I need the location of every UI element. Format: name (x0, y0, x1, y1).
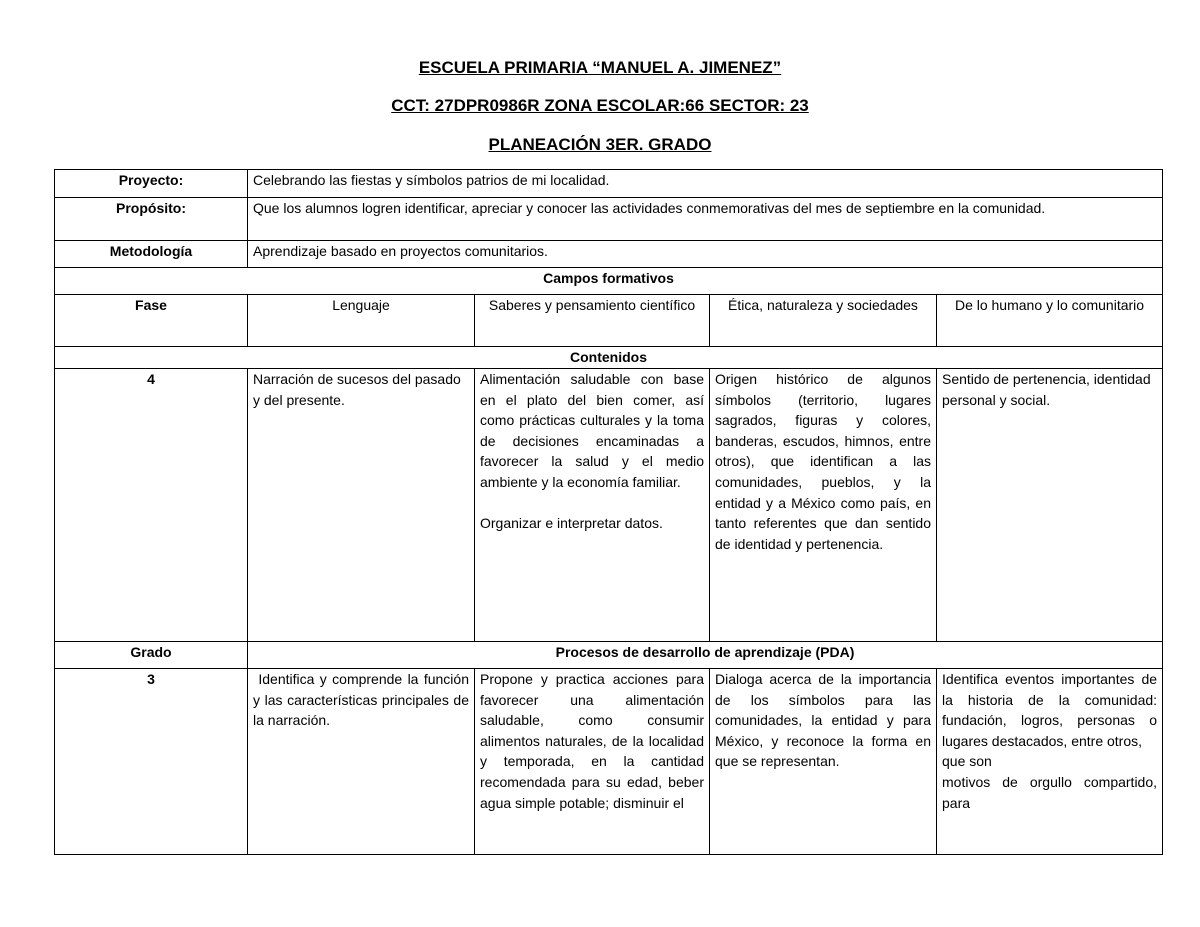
metodologia-row (55, 241, 1163, 268)
campos-formativos-heading: Campos formativos (55, 268, 1163, 295)
contenidos-heading: Contenidos (55, 347, 1163, 369)
pda-lenguaje: Identifica y comprende la función y las características principales de la narración. (248, 669, 475, 855)
lenguaje-header: Lenguaje (248, 295, 475, 347)
proposito-row (55, 198, 1163, 241)
pda-humano-p2: que son (942, 753, 992, 770)
humano-header: De lo humano y lo comunitario (937, 295, 1163, 347)
fase-header: Fase (55, 295, 248, 347)
column-header-row (55, 295, 1163, 347)
pda-heading: Procesos de desarrollo de aprendizaje (PDA) (248, 642, 1163, 669)
pda-humano-p1: Identifica eventos importantes de la historia de la comunidad: fundación, logros, personas o lugares destacados, entre otros, (942, 671, 1158, 749)
grado-number: 3 (55, 669, 248, 855)
fase-number: 4 (55, 369, 248, 642)
campos-row (55, 268, 1163, 295)
saberes-header: Saberes y pensamiento científico (475, 295, 710, 347)
contenido-saberes (475, 369, 710, 642)
contenido-humano: Sentido de pertenencia, identidad personal y social. (937, 369, 1163, 642)
proposito-value: Que los alumnos logren identificar, apreciar y conocer las actividades conmemorativas del mes de septiembre en la comunidad. (248, 198, 1163, 241)
school-cct-line: CCT: 27DPR0986R ZONA ESCOLAR:66 SECTOR: 23 (391, 96, 809, 115)
etica-header: Ética, naturaleza y sociedades (710, 295, 937, 347)
contenidos-heading-row (55, 347, 1163, 369)
pda-saberes: Propone y practica acciones para favorecer una alimentación saludable, como consumir alimentos naturales, de la localidad y temporada, en la cantidad recomendada para su edad, beber agua simple potable; disminuir el (475, 669, 710, 855)
proyecto-row (55, 170, 1163, 198)
contenidos-row (55, 369, 1163, 642)
contenido-saberes-p2: Organizar e interpretar datos. (480, 515, 663, 532)
planning-table (54, 169, 1163, 855)
pda-row (55, 669, 1163, 855)
proyecto-label: Proyecto: (55, 170, 248, 198)
grado-row (55, 642, 1163, 669)
contenido-lenguaje: Narración de sucesos del pasado y del presente. (248, 369, 475, 642)
contenido-saberes-p1: Alimentación saludable con base en el plato del bien comer, así como prácticas culturales y la toma de decisiones encaminadas a favorecer la salud y el medio ambiente y la economía familiar. (480, 371, 704, 490)
school-title: ESCUELA PRIMARIA “MANUEL A. JIMENEZ” (418, 58, 782, 77)
pda-humano (937, 669, 1163, 855)
metodologia-label: Metodología (55, 241, 248, 268)
pda-etica: Dialoga acerca de la importancia de los símbolos para las comunidades, la entidad y para México, y reconoce la forma en que se representan. (710, 669, 937, 855)
proyecto-value: Celebrando las fiestas y símbolos patrios de mi localidad. (248, 170, 1163, 198)
proposito-label: Propósito: (55, 198, 248, 241)
grado-label: Grado (55, 642, 248, 669)
pda-humano-p3: motivos de orgullo compartido, para (942, 773, 1158, 811)
planning-title: PLANEACIÓN 3ER. GRADO (488, 135, 712, 154)
contenido-etica: Origen histórico de algunos símbolos (territorio, lugares sagrados, figuras y colores, banderas, escudos, himnos, entre otros), que identifican a las comunidades, pueblos, y la entidad y a México como país, en tanto referentes que dan sentido de identidad y pertenencia. (710, 369, 937, 642)
metodologia-value: Aprendizaje basado en proyectos comunitarios. (248, 241, 1163, 268)
